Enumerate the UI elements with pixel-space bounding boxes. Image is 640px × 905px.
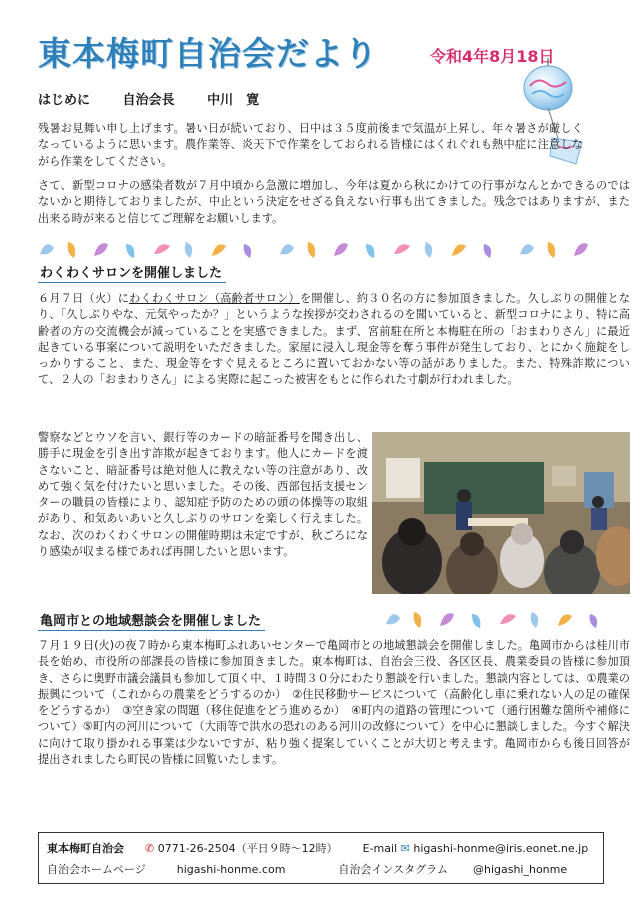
contact-row-1 — [47, 840, 588, 856]
meeting-heading: 亀岡市との地域懇談会を開催しました — [38, 610, 265, 631]
phone-icon: ✆ — [145, 842, 155, 855]
intro-paragraph-1: 残暑お見舞い申し上げます。暑い日が続いており、日中は３５度前後まで気温が上昇し、年々暑さが厳しくなっているように思います。農作業等、炎天下で作業をしておられる皆様にはくれぐれも熱中症に注意しながら作業をしてください。 — [38, 122, 583, 168]
instagram-label: 自治会インスタグラム — [338, 863, 448, 876]
email-label: E-mail — [362, 842, 398, 855]
salon-event-photo — [372, 432, 630, 594]
email-address[interactable]: higashi-honme@iris.eonet.ne.jp — [413, 842, 589, 855]
salon-paragraph — [38, 291, 630, 389]
newsletter-title: 東本梅町自治会だより — [38, 34, 378, 73]
intro-paragraph-2: さて、新型コロナの感染者数が７月中頃から急激に増加し、今年は夏から秋にかけての行事がなんとかできるのではないかと期待しておりましたが、中止という決定をせざる負えない行事も出てきました。残念ではありますが、また出来る時が来ると信じてご理解をお願いします。 — [38, 179, 630, 225]
intro-heading — [38, 89, 287, 108]
meeting-paragraph: ７月１９日(火)の夜７時から東本梅町ふれあいセンターで亀岡市との地域懇談会を開催しました。亀岡市からは桂川市長を始め、市役所の部課長の皆様に参加頂きました。東本梅町は、自治会三役、各区区長、農業委員の皆様に参加頂き、さらに奥野市議会議員も参加して頂く中、１時間３０分にわたり懇談を行いました。懇談内容としては、①農業の振興について（これからの農業をどうするのか） ②住民移動サービスについて（高齢化し車に乗れない人の足の確保をどうするか） ③空き家の問題（移住促進をどう進めるか） ④町内の道路の管理について（通行困難な箇所や補修について）⑤町内の河川について（大雨等で洪水の恐れのある河川の改修について）を中心に懇談しました。今すぐ解決に向けて取り掛かれる事業は少ないですが、粘り強く提案していくことが大切と考えます。亀岡市からも後日回答が提出されましたら町民の皆様に回覧いたします。 — [38, 639, 630, 767]
mail-icon: ✉ — [400, 842, 410, 855]
homepage-label: 自治会ホームページ — [47, 863, 146, 876]
salon-heading: わくわくサロンを開催しました — [38, 262, 226, 283]
instagram-handle[interactable]: @higashi_honme — [472, 863, 568, 876]
ribbon-divider — [34, 236, 594, 262]
contact-row-2 — [47, 861, 567, 877]
author-name: 中川 寛 — [207, 93, 260, 108]
contact-box — [38, 832, 604, 884]
salon-date-text: ６月７日（火）に — [38, 292, 130, 305]
salon-body-text: を開催し、約３０名の方に参加頂きました。久しぶりの開催となり、「久しぶりやな、元気やったか？」というような挨拶が交わされるのを聞いていると、新型コロナにより、特に高齢者の方の交流機会が減っていることを実感できました。まず、宮前駐在所と本梅駐在所の「おまわりさん」に最近起きている事案について説明をいただきました。家屋に浸入し現金等を奪う事件が発生しており、とにかく施錠をしっかりすること、また、現金等をすぐ見えるところに置いておかない等の話がありました。また、特殊詐欺について、２人の「おまわりさん」による実際に起こった被害をもとに作られた寸劇が行われました。 — [38, 292, 630, 387]
issue-date: 令和4年8月18日 — [430, 47, 555, 66]
homepage-url[interactable]: higashi-honme.com — [176, 863, 286, 876]
ribbon-divider-small — [380, 606, 630, 632]
intro-label: はじめに — [38, 93, 91, 108]
phone-number[interactable]: 0771-26-2504（平日９時～12時） — [157, 842, 338, 855]
author-role: 自治会長 — [122, 93, 175, 108]
salon-paragraph-continued: 警察などとウソを言い、銀行等のカードの暗証番号を聞き出し、勝手に現金を引き出す詐欺が起きております。他人にカードを渡さないこと、暗証番号は絶対他人に教えない等の注意があり、改めて強く気を付けたいと思いました。その後、西部包括支援センターの職員の皆様により、認知症予防のための頭の体操等の取組があり、和気あいあいと久しぶりのサロンを楽しく行えました。なお、次のわくわくサロンの開催時期は未定ですが、秋ごろになり感染が収まる様であれば再開したいと思います。 — [38, 431, 368, 559]
org-name: 東本梅町自治会 — [47, 842, 124, 855]
salon-name-link: わくわくサロン（高齢者サロン） — [129, 292, 300, 305]
